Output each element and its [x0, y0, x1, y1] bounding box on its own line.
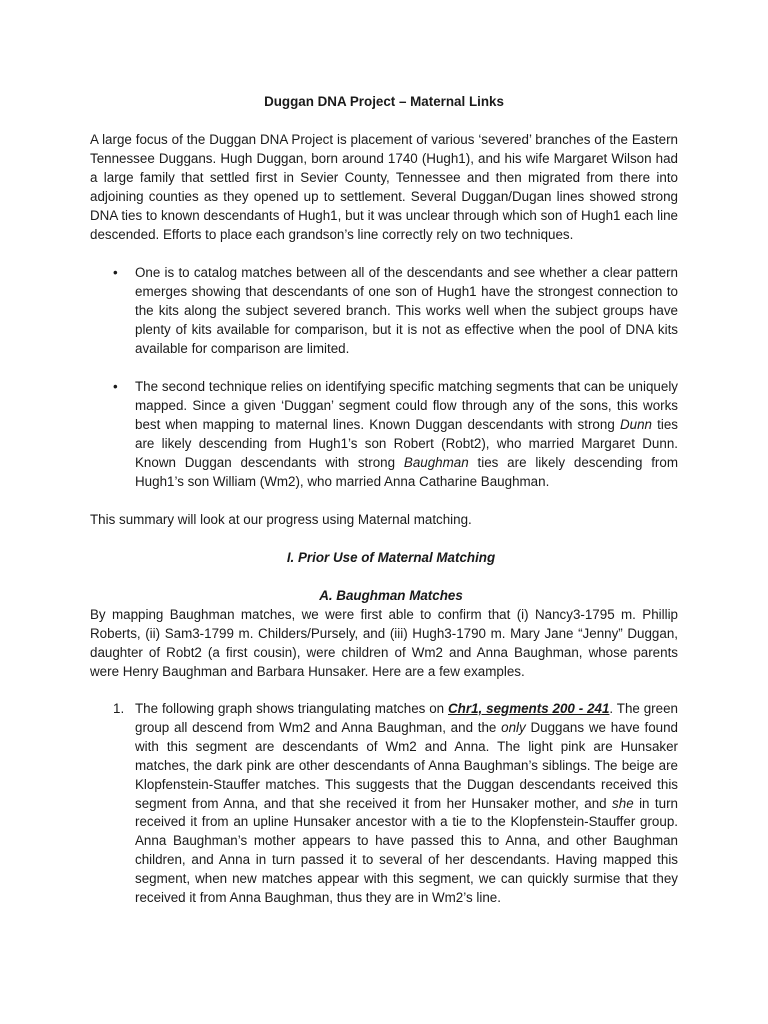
- summary-paragraph: This summary will look at our progress using Maternal matching.: [90, 512, 472, 527]
- list-number: 1.: [113, 701, 125, 716]
- emphasis-dunn: Dunn: [619, 416, 652, 432]
- bullet-segment-mapping: The second technique relies on identifying specific matching segments that can be uniquely mapped. Since a given ‘Duggan’ segment could flow through any of the sons, this works best when mapping to maternal lines. Known Duggan descendants with strong Dunn ties are likely descending from Hugh1’s son Robert (Robt2), who married Margaret Dunn. Known Duggan descendants with strong Baughman ties are likely descending from Hugh1’s son William (Wm2), who married Anna Catharine Baughman.: [135, 379, 678, 489]
- list-item-graph-description: The following graph shows triangulating matches on Chr1, segments 200 - 241. The green group all descend from Wm2 and Anna Baughman, and the only Duggans we have found with this segment are descendants of Wm2 and Anna. The light pink are Hunsaker matches, the dark pink are other descendants of Anna Baughman’s siblings. The beige are Klopfenstein-Stauffer matches. This suggests that the Duggan descendants received this segment from Anna, and that she received it from her Hunsaker mother, and she in turn received it from an upline Hunsaker ancestor with a tie to the Klopfenstein-Stauffer group. Anna Baughman’s mother appears to have passed this to Anna, and other Baughman children, and Anna in turn passed it to several of her descendants. Having mapped this segment, when new matches appear with this segment, we can quickly surmise that they received it from Anna Baughman, thus they are in Wm2’s line.: [135, 701, 679, 906]
- document-title: Duggan DNA Project – Maternal Links: [264, 94, 504, 109]
- bullet-marker: •: [113, 379, 118, 394]
- chromosome-segment-reference: Chr1, segments 200 - 241: [448, 701, 610, 716]
- emphasis-baughman: Baughman: [403, 454, 469, 470]
- bullet-catalog-matches: One is to catalog matches between all of the descendants and see whether a clear pattern emerges showing that descendants of one son of Hugh1 have the strongest connection to the kits along the subject severed branch. This works well when the subject groups have plenty of kits available for comparison, but it is not as effective when the pool of DNA kits available for comparison are limited.: [135, 265, 678, 356]
- emphasis-she: she: [612, 795, 634, 811]
- intro-paragraph: A large focus of the Duggan DNA Project is placement of various ‘severed’ branches of the Eastern Tennessee Duggans. Hugh Duggan, born around 1740 (Hugh1), and his wife Margaret Wilson had a large family that settled first in Sevier County, Tennessee and then migrated from there into adjoining counties as they opened up to settlement. Several Duggan/Dugan lines showed strong DNA ties to known descendants of Hugh1, but it was unclear through which son of Hugh1 each line descended. Efforts to place each grandson’s line correctly rely on two techniques.: [90, 132, 678, 242]
- section-heading: I. Prior Use of Maternal Matching: [286, 550, 496, 565]
- emphasis-only: only: [501, 719, 526, 735]
- baughman-paragraph: By mapping Baughman matches, we were first able to confirm that (i) Nancy3-1795 m. Phillip Roberts, (ii) Sam3-1799 m. Childers/Pursely, and (iii) Hugh3-1790 m. Mary Jane “Jenny” Duggan, daughter of Robt2 (a first cousin), were children of Wm2 and Anna Baughman, whose parents were Henry Baughman and Barbara Hunsaker. Here are a few examples.: [90, 607, 678, 679]
- bullet-marker: •: [113, 265, 118, 280]
- subsection-heading: A. Baughman Matches: [319, 588, 463, 603]
